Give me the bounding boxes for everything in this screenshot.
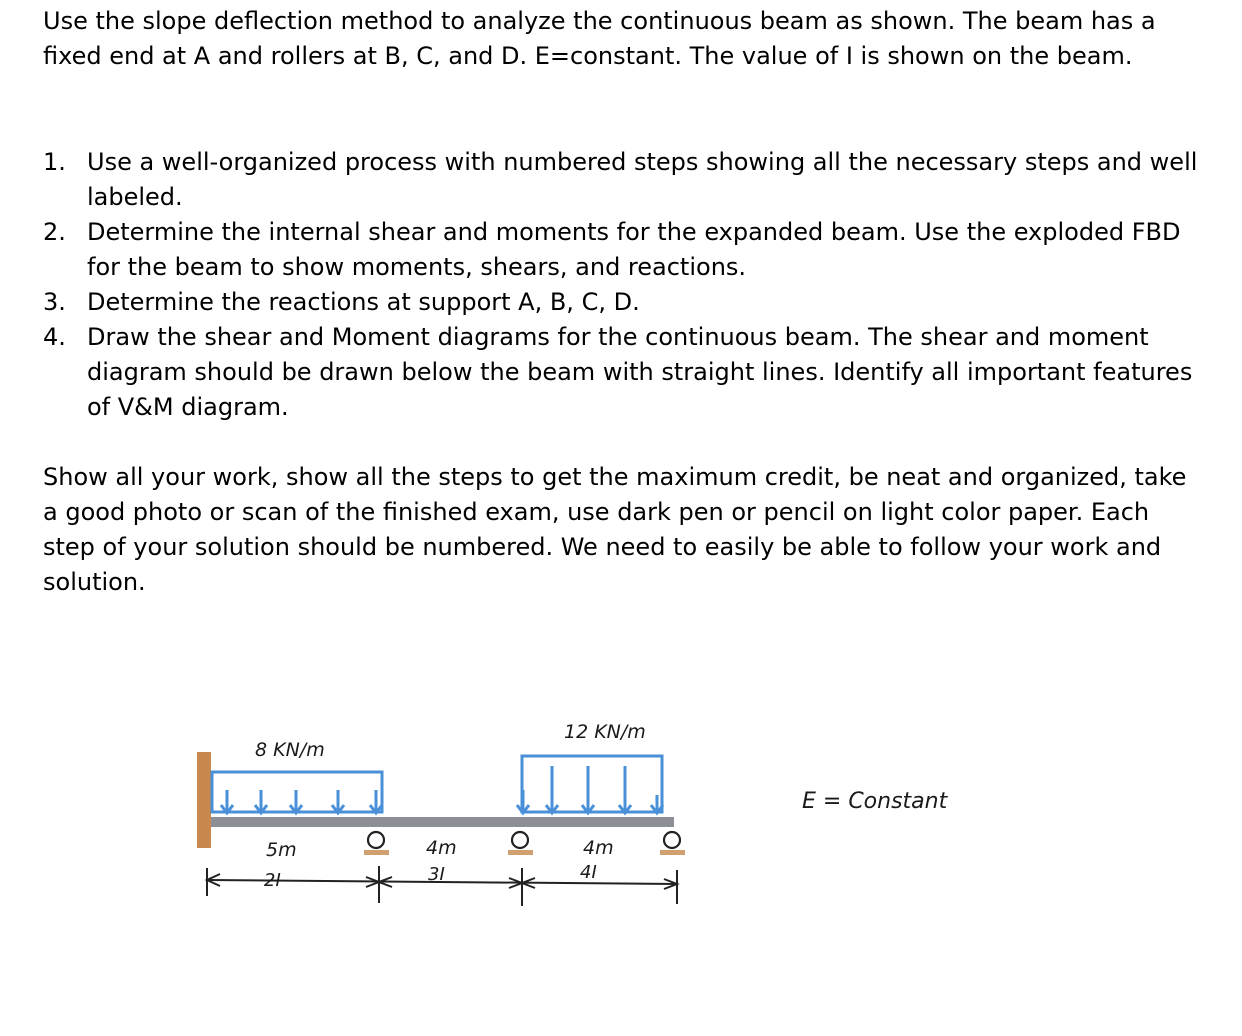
span-cd-inertia: 4I [580, 862, 597, 883]
span-bc-length: 4m [426, 837, 457, 859]
right-load-label: 12 KN/m [564, 721, 646, 743]
span-ab-length: 5m [266, 839, 297, 861]
task-number: 4. [43, 323, 66, 351]
problem-intro: Use the slope deflection method to analyze the continuous beam as shown. The beam has a fixed end at A and rollers at B, C, and D. E=constant. The value of I is shown on the beam. [43, 7, 1156, 70]
roller-support-c [508, 832, 533, 855]
instructions-closing: Show all your work, show all the steps to get the maximum credit, be neat and organized, take a good photo or scan of the finished exam, use dark pen or pencil on light color paper. Each step of your solution should be numbered. We need to easily be able to follow your work and solution. [43, 463, 1187, 596]
task-text: Use a well-organized process with numbered steps showing all the necessary steps and well labeled. [87, 148, 1198, 211]
material-note: E = Constant [802, 789, 948, 814]
roller-support-d [660, 832, 685, 855]
task-text: Determine the reactions at support A, B, C, D. [87, 288, 640, 316]
task-text: Draw the shear and Moment diagrams for the continuous beam. The shear and moment diagram should be drawn below the beam with straight lines. Identify all important features of V&M diagram. [87, 323, 1193, 421]
beam [211, 817, 674, 827]
task-text: Determine the internal shear and moments for the expanded beam. Use the exploded FBD for the beam to show moments, shears, and reactions. [87, 218, 1181, 281]
right-distributed-load [517, 756, 663, 813]
left-distributed-load [212, 772, 382, 813]
task-number: 1. [43, 148, 66, 176]
left-load-label: 8 KN/m [255, 739, 325, 761]
task-number: 2. [43, 218, 66, 246]
task-number: 3. [43, 288, 66, 316]
roller-support-b [364, 832, 389, 855]
span-bc-inertia: 3I [428, 864, 445, 885]
span-cd-length: 4m [583, 837, 614, 859]
fixed-support-a [197, 752, 211, 848]
span-ab-inertia: 2I [264, 870, 281, 891]
